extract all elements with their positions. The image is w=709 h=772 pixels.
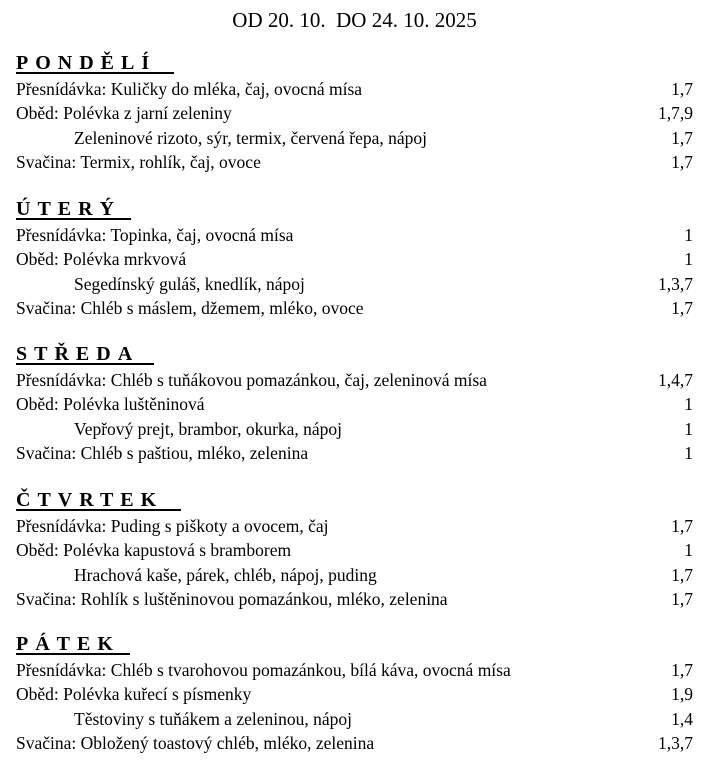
allergen-codes: 1,7	[671, 564, 693, 585]
day-name: STŘEDA	[16, 343, 140, 365]
meal-text: Oběd: Polévka kapustová s bramborem	[16, 540, 292, 561]
allergen-codes: 1	[684, 394, 693, 415]
day-friday	[16, 633, 696, 755]
menu-row-snack-afternoon	[16, 731, 696, 755]
menu-row-lunch-main	[16, 272, 696, 296]
meal-text: Přesnídávka: Puding s piškoty a ovocem, čaj	[16, 516, 329, 536]
allergen-codes: 1,7,9	[658, 103, 693, 124]
menu-row-lunch-soup	[16, 538, 696, 562]
menu-row-lunch-soup	[16, 101, 696, 125]
day-heading	[16, 52, 696, 74]
meal-text: Přesnídávka: Chléb s tvarohovou pomazánkou, bílá káva, ovocná mísa	[16, 660, 511, 680]
allergen-codes: 1,7	[671, 79, 693, 99]
menu-row-lunch-main	[16, 126, 696, 150]
allergen-codes: 1	[684, 540, 693, 561]
meal-text: Vepřový prejt, brambor, okurka, nápoj	[74, 418, 343, 439]
day-name: ÚTERÝ	[16, 198, 122, 220]
allergen-codes: 1,7	[671, 151, 693, 172]
allergen-codes: 1	[684, 225, 693, 245]
meal-text: Přesnídávka: Kuličky do mléka, čaj, ovocná mísa	[16, 79, 363, 99]
menu-row-lunch-soup	[16, 247, 696, 271]
menu-row-snack-morning	[16, 514, 696, 538]
menu-row-lunch-main	[16, 707, 696, 731]
allergen-codes: 1	[684, 442, 693, 463]
menu-row-snack-afternoon	[16, 587, 696, 611]
meal-text: Oběd: Polévka mrkvová	[16, 249, 187, 270]
meal-text: Svačina: Termix, rohlík, čaj, ovoce	[16, 151, 261, 172]
day-heading	[16, 633, 696, 655]
day-heading	[16, 343, 696, 365]
meal-text: Svačina: Chléb s paštiou, mléko, zelenina	[16, 442, 309, 463]
menu-row-lunch-main	[16, 563, 696, 587]
allergen-codes: 1,7	[671, 297, 693, 318]
allergen-codes: 1,3,7	[658, 273, 693, 294]
meal-text: Těstoviny s tuňákem a zeleninou, nápoj	[74, 708, 352, 729]
menu-row-lunch-main	[16, 417, 696, 441]
menu-row-snack-afternoon	[16, 150, 696, 174]
menu-row-snack-morning	[16, 368, 696, 392]
meal-text: Hrachová kaše, párek, chléb, nápoj, puding	[74, 564, 377, 585]
day-wednesday	[16, 343, 696, 465]
meal-text: Přesnídávka: Topinka, čaj, ovocná mísa	[16, 225, 294, 245]
menu-row-snack-morning	[16, 223, 696, 247]
allergen-codes: 1	[684, 418, 693, 439]
meal-text: Segedínský guláš, knedlík, nápoj	[74, 273, 305, 294]
allergen-codes: 1,7	[671, 588, 693, 609]
meal-text: Oběd: Polévka z jarní zeleniny	[16, 103, 232, 124]
allergen-codes: 1	[684, 249, 693, 270]
allergen-codes: 1,4	[671, 708, 693, 729]
week-range-title: OD 20. 10. DO 24. 10. 2025	[232, 8, 477, 32]
meal-text: Oběd: Polévka luštěninová	[16, 394, 205, 415]
day-heading	[16, 198, 696, 220]
meal-text: Svačina: Chléb s máslem, džemem, mléko, ovoce	[16, 297, 364, 318]
meal-text: Svačina: Obložený toastový chléb, mléko, zelenina	[16, 732, 375, 753]
allergen-codes: 1,4,7	[658, 370, 693, 390]
meal-text: Svačina: Rohlík s luštěninovou pomazánkou, mléko, zelenina	[16, 588, 448, 609]
day-name: ČTVRTEK	[16, 489, 164, 511]
allergen-codes: 1,3,7	[658, 732, 693, 753]
menu-row-snack-afternoon	[16, 441, 696, 465]
day-name: PONDĚLÍ	[16, 52, 157, 74]
allergen-codes: 1,7	[671, 127, 693, 148]
allergen-codes: 1,7	[671, 516, 693, 536]
meal-text: Přesnídávka: Chléb s tuňákovou pomazánkou, čaj, zeleninová mísa	[16, 370, 487, 390]
meal-text: Zeleninové rizoto, sýr, termix, červená řepa, nápoj	[74, 127, 428, 148]
day-name: PÁTEK	[16, 633, 120, 655]
day-tuesday	[16, 198, 696, 320]
allergen-codes: 1,9	[671, 684, 693, 705]
allergen-codes: 1,7	[671, 660, 693, 680]
day-heading	[16, 489, 696, 511]
menu-row-snack-morning	[16, 77, 696, 101]
meal-text: Oběd: Polévka kuřecí s písmenky	[16, 684, 252, 705]
day-thursday	[16, 489, 696, 611]
day-monday	[16, 52, 696, 174]
menu-row-lunch-soup	[16, 392, 696, 416]
menu-row-lunch-soup	[16, 682, 696, 706]
menu-row-snack-afternoon	[16, 296, 696, 320]
menu-row-snack-morning	[16, 658, 696, 682]
